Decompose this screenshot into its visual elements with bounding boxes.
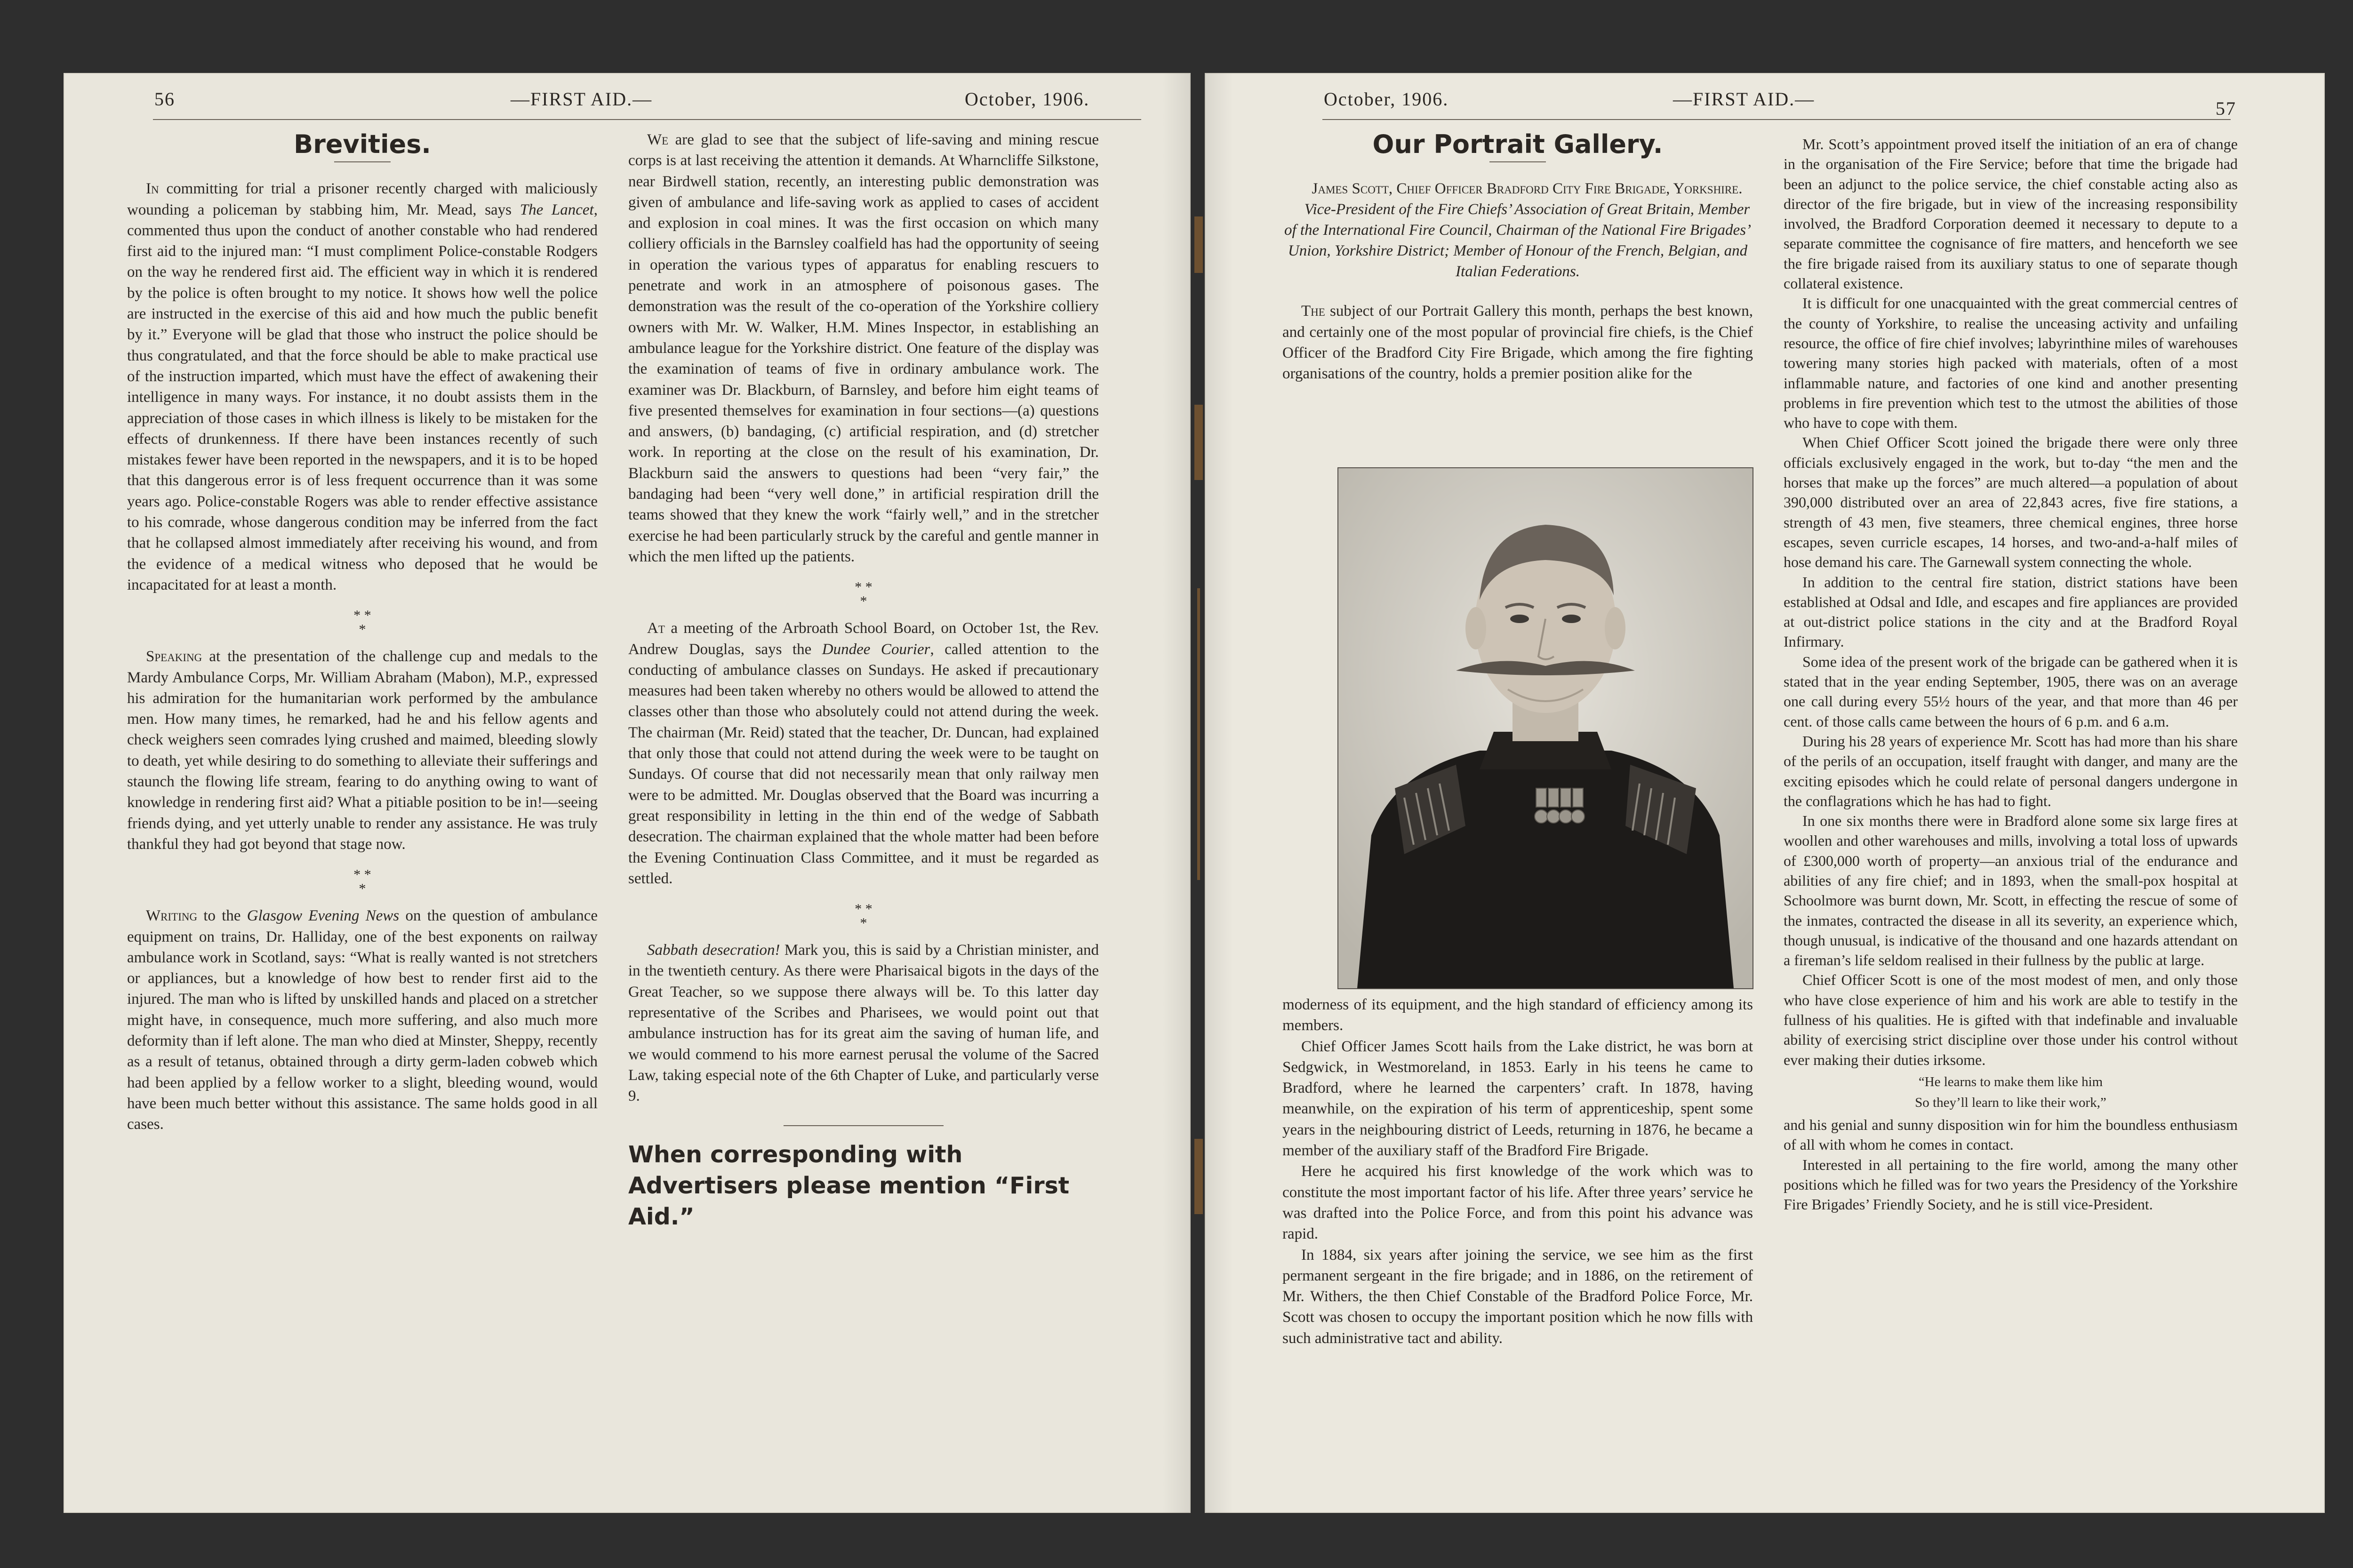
paragraph: It is difficult for one unacquainted with the great commercial centres of the county of Yorkshire, to realise the unceasing activity and unfailing resource, the office of fire chief involves; labyrinthine miles of warehouses towering many stories high packed with materials, often of a most inflammable nature, and factories of one kind and another presenting problems in fire prevention which test to the utmost the abilities of those who have to cope with them.	[1784, 295, 2238, 432]
brevities-column	[127, 129, 598, 1135]
paragraph	[127, 905, 598, 1135]
biography-column	[1784, 134, 2238, 1214]
page-number-right: 57	[2216, 98, 2236, 119]
section-heading: Brevities.	[294, 129, 431, 159]
dropcap: At	[647, 620, 665, 637]
gutter-shadow	[1162, 73, 1191, 1513]
page-number-left: 56	[154, 88, 175, 110]
text: to the	[197, 907, 247, 925]
separator-stars: * * *	[855, 901, 872, 931]
separator-stars: * * *	[353, 608, 371, 638]
portrait-gallery-column-cont	[1282, 994, 1753, 1349]
portrait-gallery-column	[1282, 129, 1753, 384]
verse-quote-line: So they’ll learn to like their work,”	[1915, 1095, 2106, 1110]
portrait-image	[1338, 468, 1753, 988]
running-title-right: —FIRST AID.—	[1673, 88, 1815, 110]
portrait-photograph	[1337, 467, 1753, 989]
paragraph: Chief Officer James Scott hails from the Lake district, he was born at Sedgwick, in Westmoreland, in 1853. Early in his teens he came to Bradford, where he learned the carpenters’ craft. In 1878, having meanwhile, on the expiration of his term of apprenticeship, spent some years in the neighbouring district of Leeds, returning in 1876, he became a member of the auxiliary staff of the Bradford Fire Brigade.	[1282, 1038, 1753, 1160]
paragraph: During his 28 years of experience Mr. Scott has had more than his share of the perils of an occupation, itself fraught with danger, and many are the exciting episodes which he could relate of personal dangers undergone in the conflagrations which he has had to fight.	[1784, 732, 2238, 809]
paragraph	[1282, 301, 1753, 384]
paragraph: Interested in all pertaining to the fire world, among the many other positions which he filled was for two years the Presidency of the Yorkshire Fire Brigades’ Friendly Society, and he is still vice-President.	[1784, 1156, 2238, 1213]
paragraph	[628, 940, 1099, 1106]
dropcap: The	[1301, 303, 1325, 320]
news-column	[628, 129, 1099, 1232]
paragraph: Mr. Scott’s appointment proved itself the initiation of an era of change in the organisation of the Fire Service; before that time the brigade had been an adjunct to the police service, the chief constable acting also as director of the fire brigade, but in view of the increasing responsibility involved, the Bradford Corporation deemed it necessary to depute to a separate committee the cognisance of fire matters, and henceforth we see the fire brigade raised from its auxiliary status to one of separate though collateral existence.	[1784, 136, 2238, 292]
dropcap: In	[146, 180, 159, 198]
text: at the presentation of the challenge cup and medals to the Mardy Ambulance Corps, Mr. William Abraham (Mabon), M.P., expressed his admiration for the humanitarian work performed by the ambulance men. How many times, he remarked, had he and his fellow agents and check weighers seen comrades lying crushed and maimed, bleeding slowly to death, yet while desiring to do something to alleviate their sufferings and staunch the flowing life stream, fearing to do anything owing to want of knowledge in rendering first aid? What a pitiable position to be in!—seeing friends dying, and yet utterly unable to render any assistance. He was truly thankful they had got beyond that stage now.	[127, 648, 598, 853]
text: subject of our Portrait Gallery this month, perhaps the best known, and certainly one of the most popular of provincial fire chiefs, is the Chief Officer of the Bradford City Fire Brigade, which among the fire fighting organisations of the country, holds a premier position alike for the	[1282, 303, 1753, 383]
header-rule	[1322, 119, 2231, 120]
running-date-left: October, 1906.	[965, 88, 1090, 110]
text: Mark you, this is said by a Christian minister, and in the twentieth century. As there were Pharisaical bigots in the days of the Great Teacher, so we suppose there always will be. To this latter day representative of the Scribes and Pharisees, we would point out that ambulance instruction has for its great aim the saving of human life, and we would commend to his more earnest perusal the volume of the Sacred Law, taking especial note of the 6th Chapter of Luke, and particularly verse 9.	[628, 942, 1099, 1105]
advertiser-notice: When corresponding with Advertisers please mention “First Aid.”	[628, 1141, 1070, 1231]
binding-stitch	[1194, 405, 1203, 480]
advert-rule	[784, 1125, 944, 1126]
right-page	[1205, 73, 2325, 1513]
text: a meeting of the Arbroath School Board, on October 1st, the Rev. Andrew Douglas, says the	[628, 620, 1099, 658]
running-title-left: —FIRST AID.—	[511, 88, 653, 110]
header-rule	[153, 119, 1141, 120]
dropcap: Speaking	[146, 648, 202, 665]
italic-phrase: Sabbath desecration!	[647, 942, 780, 959]
paragraph: Chief Officer Scott is one of the most modest of men, and only those who have close experience of him and his work are able to testify in the fullness of his qualities. He is gifted with that indefinable and invaluable ability of exercising strict discipline over those under his control without ever making their duties irksome.	[1784, 971, 2238, 1068]
separator-stars: * * *	[855, 579, 872, 609]
text: committing for trial a prisoner recently charged with maliciously wounding a policeman by stabbing him, Mr. Mead, says	[127, 180, 598, 218]
paragraph: In one six months there were in Bradford alone some six large fires at woollen and other warehouses and mills, involving a total loss of upwards of £300,000 worth of property—an anxious trial of the endurance and abilities of any fire chief; and in 1893, when the small-pox hospital at Schoolmore was burnt down, Mr. Scott, in effecting the rescue of some of the inmates, contracted the disease in all its severity, an experience which, though unusual, is indicative of the thousand and one hazards attendant on a fireman’s life seldom realised in their fullness by the public at large.	[1784, 812, 2238, 969]
verse-quote-line: “He learns to make them like him	[1918, 1074, 2103, 1089]
binding-stitch	[1194, 1139, 1203, 1214]
paragraph: Some idea of the present work of the brigade can be gathered when it is stated that in the year ending September, 1905, there was on an average one call during every 55½ hours of the year, and that more than 46 per cent. of those calls came between the hours of 6 p.m. and 6 a.m.	[1784, 653, 2238, 730]
paragraph	[628, 129, 1099, 567]
section-heading: Our Portrait Gallery.	[1372, 129, 1663, 159]
text: on the question of ambulance equipment on trains, Dr. Halliday, one of the best exponents on railway ambulance work in Scotland, says: “What is really wanted is not stretchers or appliances, but a knowledge of how best to render first aid to the injured. The man who is lifted by unskilled hands and placed on a stretcher might have, in consequence, much more suffering, and also much more deformity than if left alone. The man who died at Minster, Sheppy, recently as a result of tetanus, obtained through a dirty germ-laden cobweb which had been applied by a fellow worker to a slight, bleeding wound, would have been much better without this assistance. The same holds good in all cases.	[127, 907, 598, 1133]
paragraph	[127, 178, 598, 595]
paragraph	[628, 618, 1099, 889]
binding-thread	[1197, 588, 1200, 880]
paragraph: In 1884, six years after joining the service, we see him as the first permanent sergeant in the fire brigade; and in 1886, on the retirement of Mr. Withers, the then Chief Constable of the Bradford Police Force, Mr. Scott was chosen to occupy the important position which he now fills with such administrative tact and ability.	[1282, 1246, 1753, 1347]
italic-title: The Lancet	[520, 201, 594, 218]
dropcap: Writing	[146, 907, 198, 925]
subject-title: James Scott, Chief Officer Bradford City Fire Brigade, Yorkshire.	[1312, 180, 1743, 198]
subject-honours: Vice-President of the Fire Chiefs’ Association of Great Britain, Member of the International Fire Council, Chairman of the National Fire Brigades’ Union, Yorkshire District; Member of Honour of the French, Belgian, and Italian Federations.	[1284, 201, 1752, 280]
gutter-shadow	[1205, 73, 1233, 1513]
dropcap: We	[647, 131, 669, 148]
text: are glad to see that the subject of life-saving and mining rescue corps is at last receiving the attention it demands. At Wharncliffe Silkstone, near Birdwell station, recently, an interesting public demonstration was given of ambulance and life-saving work as applied to cases of accident and explosion in coal mines. It was the first occasion on which many colliery officials in the Barnsley coalfield has had the opportunity of seeing in operation the various types of apparatus for enabling rescuers to penetrate and work in an atmosphere of poisonous gases. The demonstration was the result of the co-operation of the Yorkshire colliery owners with Mr. W. Walker, H.M. Mines Inspector, in establishing an ambulance league for the Yorkshire district. One feature of the display was the examination of teams of five in ordinary ambulance work. The examiner was Dr. Blackburn, of Barnsley, and before him eight teams of five presented themselves for examination in four sections—(a) questions and answers, (b) bandaging, (c) artificial respiration, and (d) stretcher work. In reporting at the close on the result of his examination, Dr. Blackburn said the answers to questions had been “very fair,” the bandaging had been “very well done,” in artificial respiration drill the teams showed that they knew the work “fairly well,” and in the stretcher exercise he had been particularly struck by the careful and gentle manner in which the men lifted up the patients.	[628, 131, 1099, 565]
paragraph: moderness of its equipment, and the high standard of efficiency among its members.	[1282, 996, 1753, 1034]
italic-title: Glasgow Evening News	[247, 907, 400, 925]
text: , called attention to the conducting of ambulance classes on Sundays. He asked if precautionary measures had been taken whereby no others would be allowed to attend the classes other than those who absolutely could not attend during the week. The chairman (Mr. Reid) stated that the teacher, Dr. Duncan, had explained that only those that could not attend during the week were to be taught on Sundays. Of course that did not necessarily mean that only railway men were to be admitted. Mr. Douglas observed that the Board was incurring a great responsibility in letting in the thin end of the wedge of Sabbath desecration. The chairman explained that the whole matter had been before the Evening Continuation Class Committee, and it must be regarded as settled.	[628, 640, 1099, 887]
paragraph: In addition to the central fire station, district stations have been established at Odsal and Idle, and escapes and fire appliances are provided at out-district police stations in the city and at the Bradford Royal Infirmary.	[1784, 573, 2238, 650]
italic-title: Dundee Courier	[822, 640, 930, 658]
paragraph	[127, 646, 598, 855]
text: , commented thus upon the conduct of another constable who had rendered first aid to the injured man: “I must compliment Police-constable Rodgers on the way he rendered first aid. The efficient way in which it is rendered by the police is often brought to my notice. It shows how well the police are instructed in the exercise of this aid and how much the public benefit by it.” Everyone will be glad that those who instruct the police should be thus congratulated, and that the force should be able to make practical use of the instruction imparted, which must have the effect of awakening their intelligence in many ways. For instance, it no doubt assists them in the appreciation of those cases in which illness is likely to be mistaken for the effects of drunkenness. If there have been instances recently of such mistakes fewer have been reported in the newspapers, and it is to be hoped that this dangerous error is of less frequent occurrence than it was some years ago. Police-constable Rogers was able to render effective assistance to his comrade, whose dangerous condition may be inferred from the fact that he collapsed almost immediately after receiving his wound, and from the evidence of a medical witness who deposed that he would be incapacitated for at least a month.	[127, 201, 598, 593]
paragraph: When Chief Officer Scott joined the brigade there were only three officials exclusively engaged in the work, but to-day “the men and the horses that make up the forces” are much altered—a population of about 390,000 distributed over an area of 22,843 acres, five fire stations, a strength of 43 men, five steamers, three chemical engines, three horse escapes, seven curricle escapes, 14 horses, and two-and-a-half miles of hose demand his care. The Garnewall system connecting the whole.	[1784, 434, 2238, 571]
heading-rule	[334, 161, 391, 162]
paragraph: and his genial and sunny disposition win for him the boundless enthusiasm of all with whom he comes in contact.	[1784, 1116, 2238, 1153]
paragraph: Here he acquired his first knowledge of the work which was to constitute the most important factor of his life. After three years’ service he was drafted into the Police Force, and from this point his advance was rapid.	[1282, 1163, 1753, 1243]
heading-rule	[1489, 161, 1546, 162]
binding-stitch	[1194, 216, 1203, 273]
running-date-right: October, 1906.	[1324, 88, 1449, 110]
separator-stars: * * *	[353, 867, 371, 897]
left-page	[64, 73, 1191, 1513]
